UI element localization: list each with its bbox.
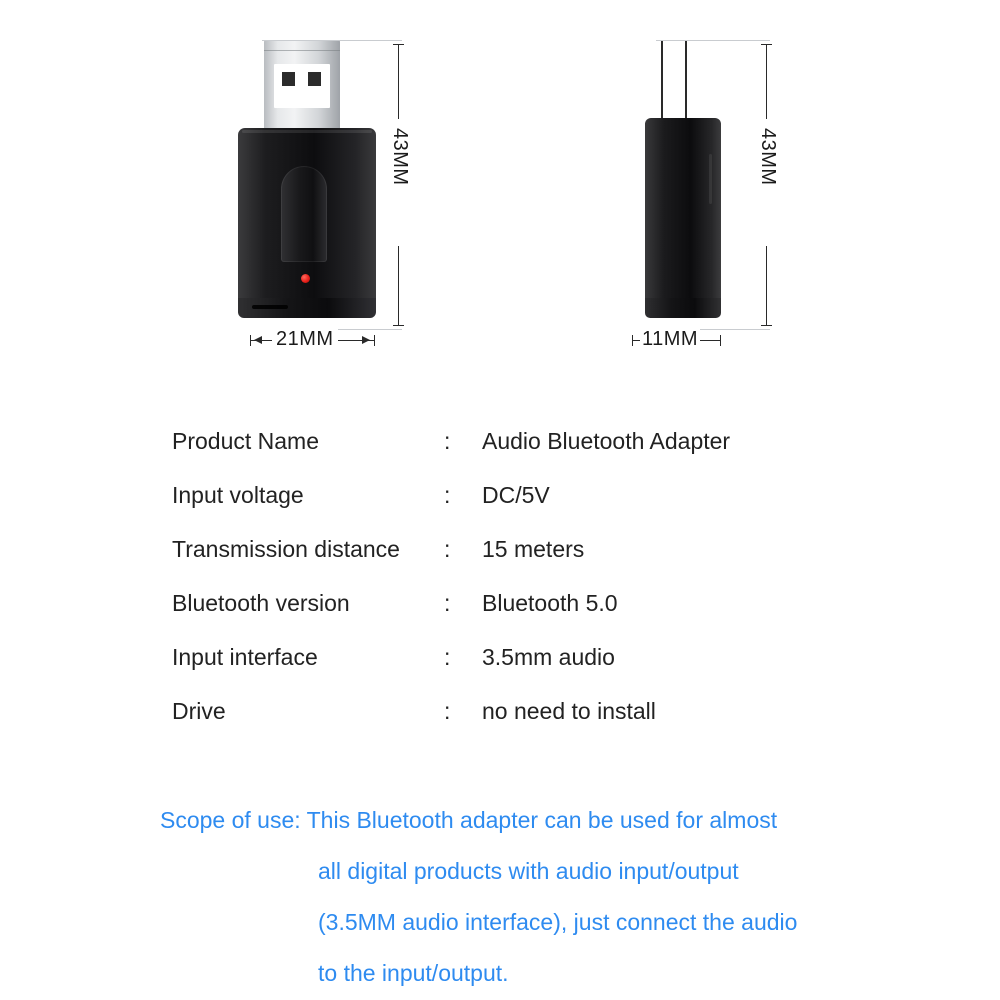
spec-separator: : [444, 428, 451, 454]
dimension-line [398, 246, 399, 326]
spec-value: 15 meters [482, 536, 585, 562]
dimension-line [766, 44, 767, 119]
usb-connector-side [655, 40, 695, 118]
table-row [172, 590, 872, 644]
leader-line [262, 40, 402, 41]
spec-label: Input interface [172, 644, 318, 670]
adapter-body-front [238, 128, 376, 312]
side-width-label: 11MM [642, 328, 699, 350]
led-indicator-icon [301, 274, 310, 283]
product-image-area [0, 0, 1000, 400]
spec-separator: : [444, 698, 451, 724]
spec-separator: : [444, 536, 451, 562]
table-row [172, 482, 872, 536]
dimension-cap [250, 335, 251, 346]
spec-value: Bluetooth 5.0 [482, 590, 618, 616]
table-row [172, 644, 872, 698]
table-row [172, 536, 872, 590]
front-width-label: 21MM [272, 328, 338, 351]
dimension-cap [393, 44, 404, 45]
specification-table [172, 428, 872, 752]
spec-label: Bluetooth version [172, 590, 350, 616]
dimension-cap [761, 325, 772, 326]
spec-label: Drive [172, 698, 226, 724]
usb-notch [313, 98, 322, 108]
dimension-cap [720, 335, 721, 346]
spec-value: DC/5V [482, 482, 550, 508]
usb-connector-inner [274, 64, 330, 108]
dimension-line [766, 246, 767, 326]
adapter-base-front [238, 298, 376, 318]
spec-value: Audio Bluetooth Adapter [482, 428, 731, 454]
spec-separator: : [444, 590, 451, 616]
adapter-body-side [645, 118, 721, 312]
usb-connector [264, 40, 340, 132]
dimension-arrow [362, 336, 370, 344]
scope-line: (3.5MM audio interface), just connect the audio [318, 909, 798, 935]
spec-value: 3.5mm audio [482, 644, 615, 670]
scope-line: all digital products with audio input/output [318, 858, 739, 884]
front-height-label: 43MM [389, 128, 411, 186]
dimension-cap [393, 325, 404, 326]
side-height-label: 43MM [757, 128, 779, 186]
table-row [172, 428, 872, 482]
spec-separator: : [444, 644, 451, 670]
scope-line: Scope of use: This Bluetooth adapter can be used for almost [160, 807, 778, 833]
adapter-base-side [645, 298, 721, 318]
usb-edge-line [661, 40, 663, 118]
leader-line [656, 40, 770, 41]
dimension-cap [374, 335, 375, 346]
usb-notch [282, 98, 291, 108]
usb-contact-pad [308, 72, 321, 86]
spec-label: Transmission distance [172, 536, 400, 562]
multifunction-button [281, 166, 327, 262]
usb-contact-pad [282, 72, 295, 86]
spec-separator: : [444, 482, 451, 508]
dimension-line [398, 44, 399, 119]
table-row [172, 698, 872, 752]
scope-line: to the input/output. [318, 960, 509, 986]
spec-label: Input voltage [172, 482, 304, 508]
spec-label: Product Name [172, 428, 320, 454]
leader-line [700, 329, 770, 330]
scope-of-use-paragraph [160, 795, 890, 999]
usb-edge-line [685, 40, 687, 118]
dimension-cap [761, 44, 772, 45]
spec-value: no need to install [482, 698, 656, 724]
dimension-arrow [254, 336, 262, 344]
dimension-cap [632, 335, 633, 346]
